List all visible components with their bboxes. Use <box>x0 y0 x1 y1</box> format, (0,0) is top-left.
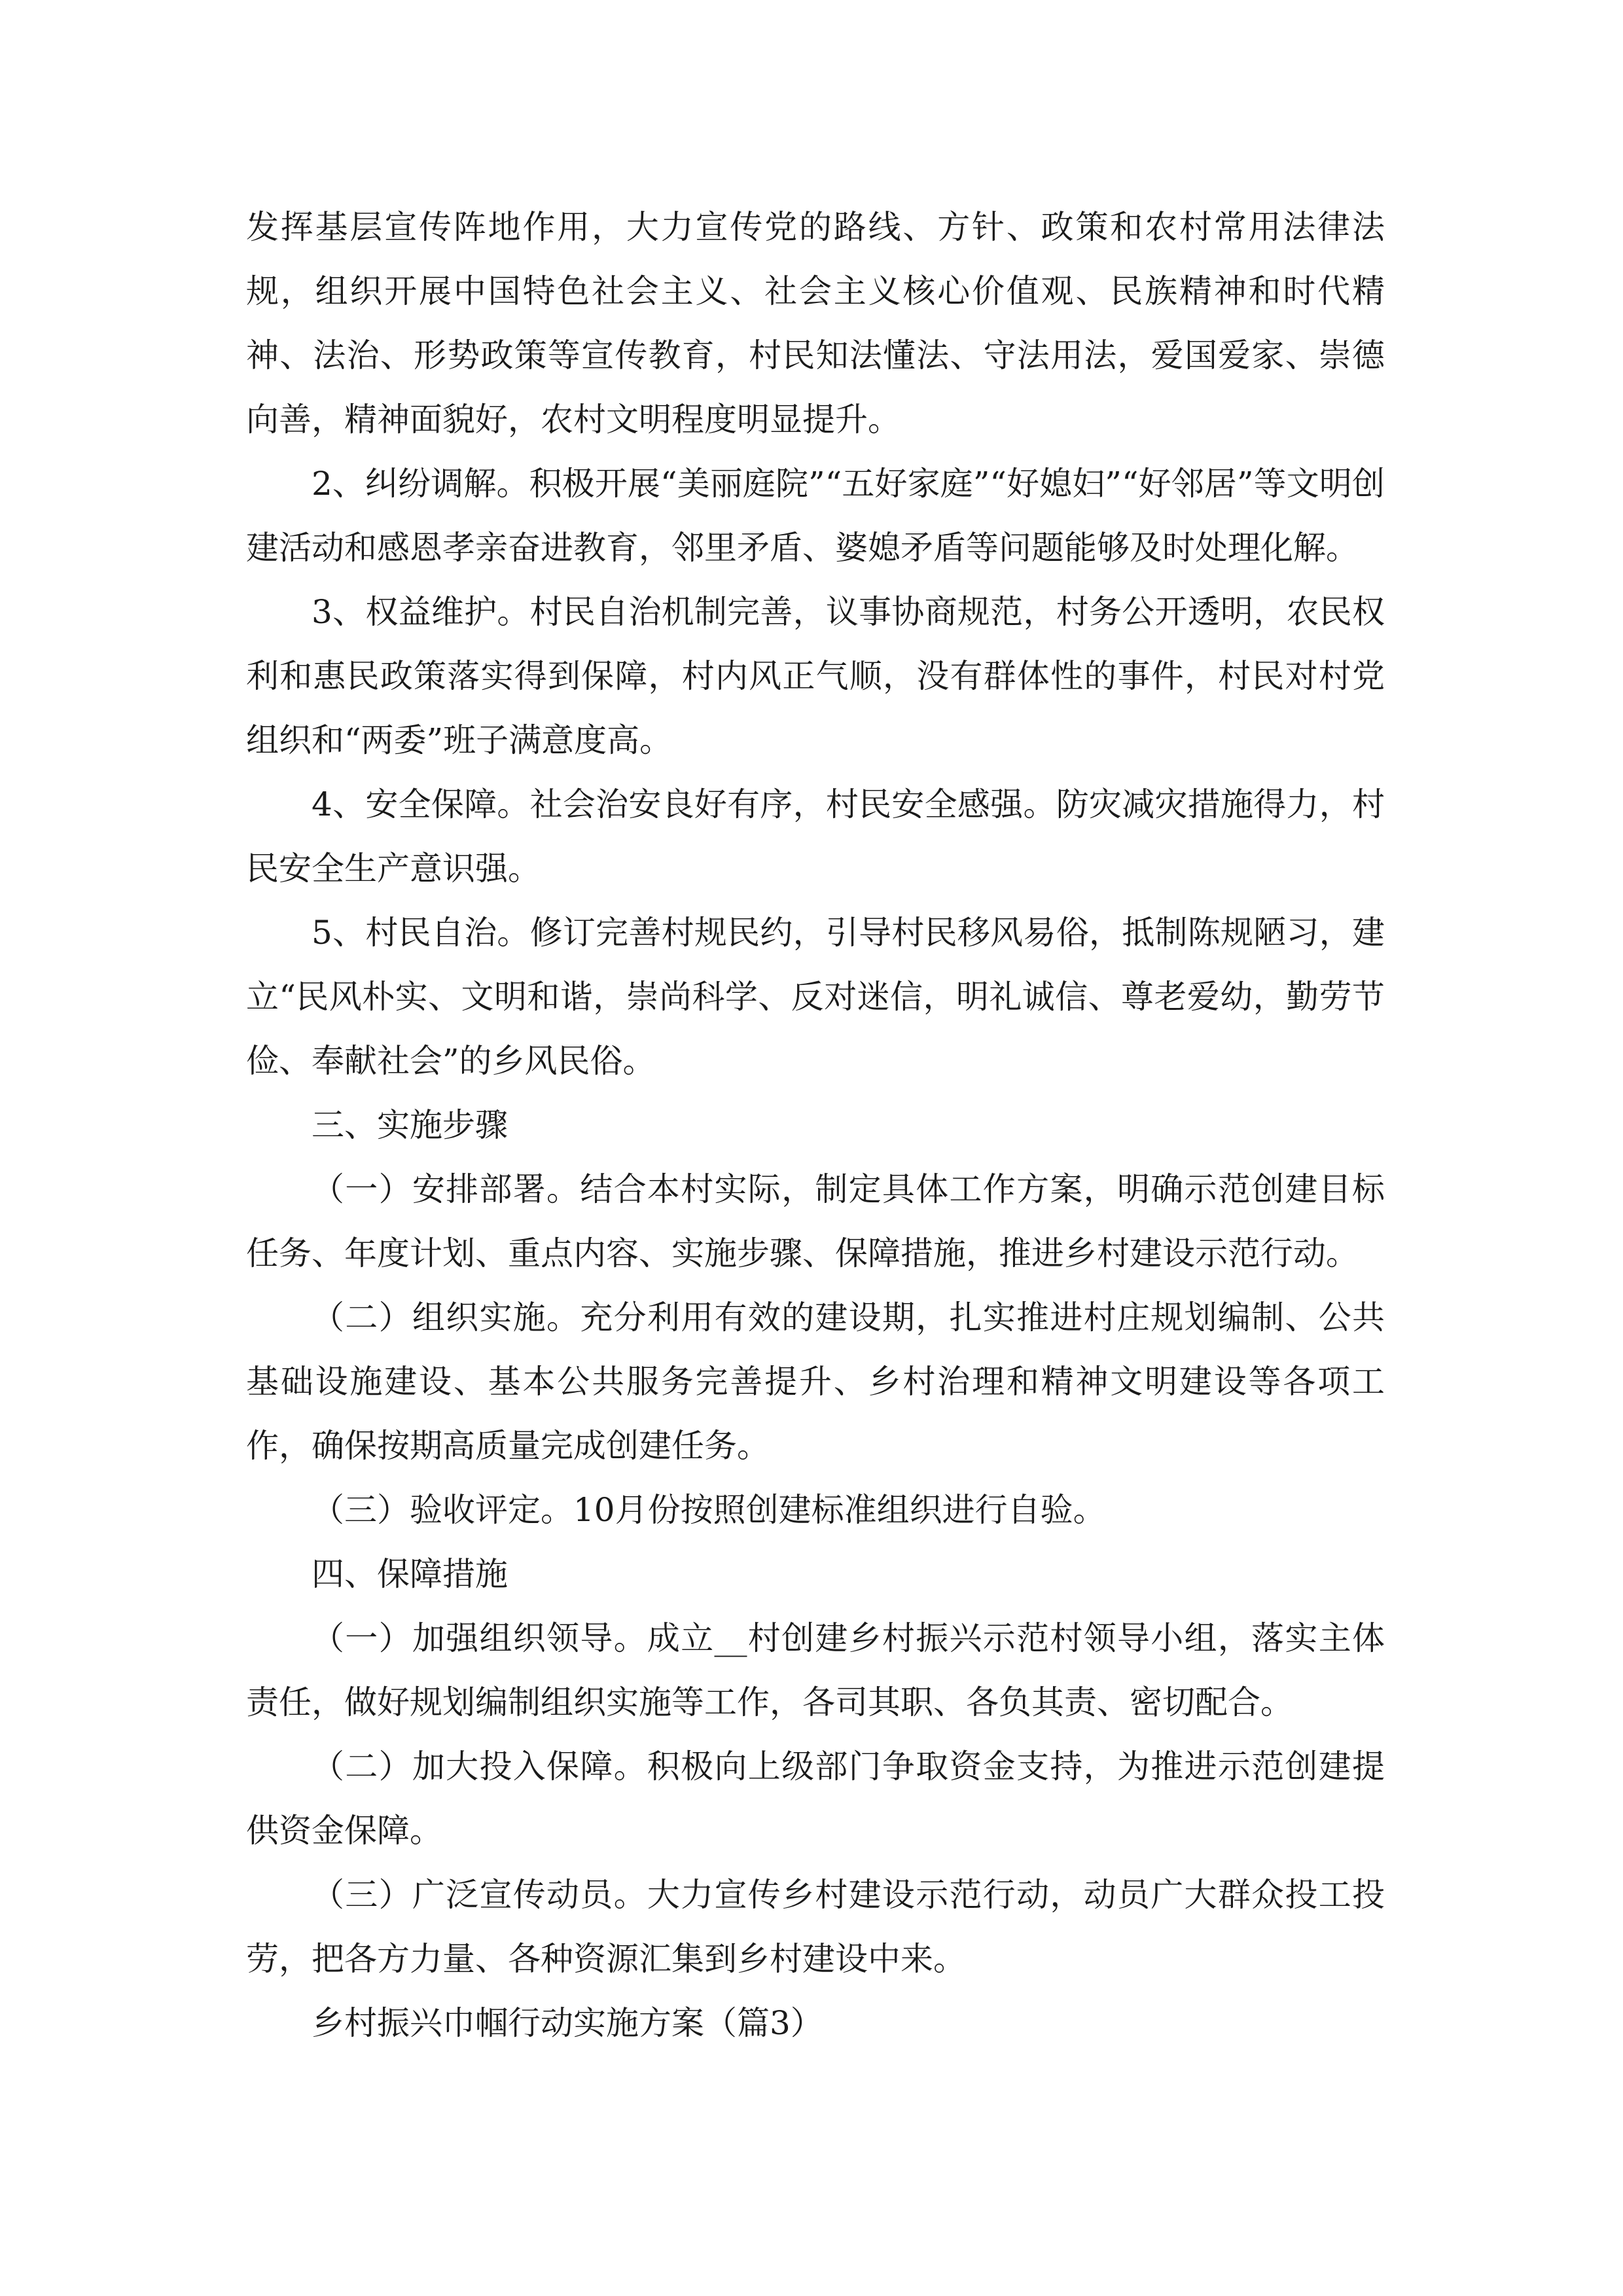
section-heading-implementation-steps: 三、实施步骤 <box>312 1106 508 1144</box>
paragraph-continuation: 发挥基层宣传阵地作用，大力宣传党的路线、方针、政策和农村常用法律法规，组织开展中国特色社会主义、社会主义核心价值观、民族精神和时代精神、法治、形势政策等宣传教育，村民知法懂法、守法用法，爱国爱家、崇德向善，精神面貌好，农村文明程度明显提升。 <box>246 208 1385 439</box>
document-body <box>246 195 1385 2055</box>
paragraph-dispute-mediation: 2、纠纷调解。积极开展“美丽庭院”“五好家庭”“好媳妇”“好邻居”等文明创建活动和感恩孝亲奋进教育，邻里矛盾、婆媳矛盾等问题能够及时处理化解。 <box>246 465 1385 567</box>
paragraph-rights-protection: 3、权益维护。村民自治机制完善，议事协商规范，村务公开透明，农民权利和惠民政策落实得到保障，村内风正气顺，没有群体性的事件，村民对村党组织和“两委”班子满意度高。 <box>246 593 1385 759</box>
paragraph-arrangement: （一）安排部署。结合本村实际，制定具体工作方案，明确示范创建目标任务、年度计划、重点内容、实施步骤、保障措施，推进乡村建设示范行动。 <box>246 1170 1385 1272</box>
paragraph-investment: （二）加大投入保障。积极向上级部门争取资金支持，为推进示范创建提供资金保障。 <box>246 1748 1385 1850</box>
paragraph-villager-autonomy: 5、村民自治。修订完善村规民约，引导村民移风易俗，抵制陈规陋习，建立“民风朴实、文明和谐，崇尚科学、反对迷信，明礼诚信、尊老爱幼，勤劳节俭、奉献社会”的乡风民俗。 <box>246 914 1385 1080</box>
paragraph-leadership: （一）加强组织领导。成立__村创建乡村振兴示范村领导小组，落实主体责任，做好规划编制组织实施等工作，各司其职、各负其责、密切配合。 <box>246 1619 1385 1721</box>
document-title-part3: 乡村振兴巾帼行动实施方案（篇3） <box>312 2004 823 2042</box>
paragraph-publicity: （三）广泛宣传动员。大力宣传乡村建设示范行动，动员广大群众投工投劳，把各方力量、各种资源汇集到乡村建设中来。 <box>246 1876 1385 1978</box>
section-heading-safeguards: 四、保障措施 <box>312 1555 508 1593</box>
paragraph-safety: 4、安全保障。社会治安良好有序，村民安全感强。防灾减灾措施得力，村民安全生产意识强。 <box>246 785 1385 888</box>
paragraph-organize-implementation: （二）组织实施。充分利用有效的建设期，扎实推进村庄规划编制、公共基础设施建设、基本公共服务完善提升、乡村治理和精神文明建设等各项工作，确保按期高质量完成创建任务。 <box>246 1299 1385 1465</box>
paragraph-acceptance: （三）验收评定。10月份按照创建标准组织进行自验。 <box>312 1491 1106 1529</box>
